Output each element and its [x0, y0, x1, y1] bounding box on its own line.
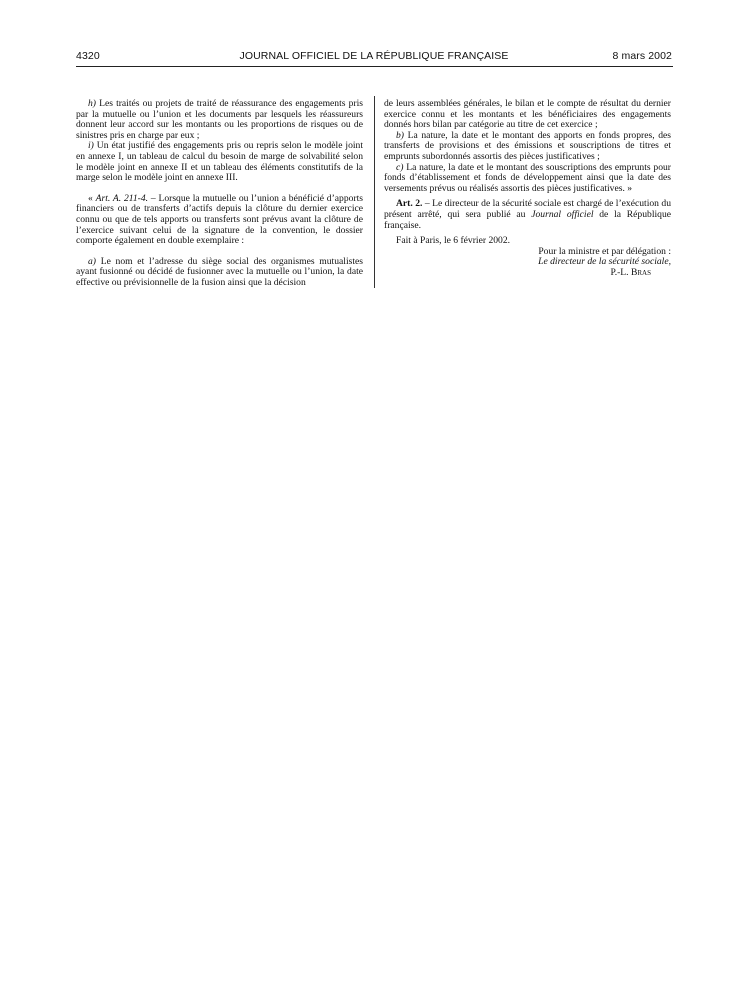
paragraph-continuation: de leurs assemblées générales, le bilan et le compte de résultat du dernier exercice connu et les montants et les bénéficiaires des engagements donnés hors bilan par catégorie au titre de cet exercice ; — [384, 98, 671, 131]
left-column — [76, 99, 363, 289]
paragraph-c — [384, 163, 671, 195]
paragraph-a — [76, 257, 363, 289]
article-label: Art. A. 211-4. — [95, 192, 149, 204]
article-text: – Lorsque la mutuelle ou l’union a bénéficié d’apports financiers ou de transferts d’actifs depuis la clôture du dernier exercice connu ou que de tels apports ou transferts sont prévus avant la clôture de l’exercice suivant celui de la signature de la convention, le dossier comporte également en double exemplaire : — [76, 192, 364, 247]
journal-title: JOURNAL OFFICIEL DE LA RÉPUBLIQUE FRANÇAISE — [239, 50, 509, 62]
right-column — [384, 99, 671, 279]
article-2 — [384, 199, 671, 231]
item-label-a: a) — [88, 255, 96, 267]
article-2-label: Art. 2. — [396, 198, 423, 210]
paragraph-c-text: La nature, la date et le montant des souscriptions des emprunts pour fonds d’établissement et fonds de développement ainsi que la date des versements prévus ou réalisés assortis des pièces justificatives. » — [384, 161, 671, 194]
signature-title: Le directeur de la sécurité sociale, — [538, 256, 671, 268]
paragraph-i-text: Un état justifié des engagements pris ou repris selon le modèle joint en annexe I, un tableau de calcul du besoin de marge de solvabilité selon le modèle joint en annexe II et un tableau des éléments constitutifs de la marge selon le modèle joint en annexe III. — [76, 140, 363, 184]
done-at-line: Fait à Paris, le 6 février 2002. — [396, 235, 511, 247]
column-divider — [374, 96, 375, 288]
item-label-b: b) — [396, 129, 404, 141]
signature-initials: P.-L. — [610, 266, 631, 278]
article-2-text-b: de la République française. — [384, 208, 671, 231]
signature-surname: Bras — [630, 266, 651, 278]
item-label-i: i) — [88, 140, 94, 152]
article-a-211-4 — [76, 194, 363, 247]
signature-delegation: Pour la ministre et par délégation : — [538, 245, 671, 257]
quote-open: « — [88, 192, 96, 204]
paragraph-b-text: La nature, la date et le montant des apports en fonds propres, des transferts de provisions et des émissions et souscriptions de titres et emprunts subordonnés assortis des pièces justificatives ; — [384, 129, 671, 162]
paragraph-i — [76, 141, 363, 183]
paragraph-h — [76, 99, 363, 141]
article-2-text-a: – Le directeur de la sécurité sociale est chargé de l’exécution du présent arrêté, qui sera publié au — [384, 198, 671, 220]
paragraph-b — [384, 131, 671, 163]
page-number: 4320 — [76, 50, 100, 62]
journal-officiel-ref: Journal officiel — [531, 208, 594, 220]
header-rule — [76, 66, 673, 67]
issue-date: 8 mars 2002 — [612, 50, 672, 62]
paragraph-a-text: Le nom et l’adresse du siège social des organismes mutualistes ayant fusionné ou décidé de fusionner avec la mutuelle ou l’union, la date effective ou prévisionnelle de la fusion ainsi que la décision — [76, 255, 363, 288]
item-label-c: c) — [396, 161, 404, 173]
item-label-h: h) — [88, 98, 96, 109]
paragraph-h-text: Les traités ou projets de traité de réassurance des engagements pris par la mutuelle ou l’union et les documents par lesquels les réassureurs donnent leur accord sur les montants ou les proportions de risques ou de sinistres pris en charge par eux ; — [76, 98, 363, 141]
signature-name — [384, 268, 671, 279]
